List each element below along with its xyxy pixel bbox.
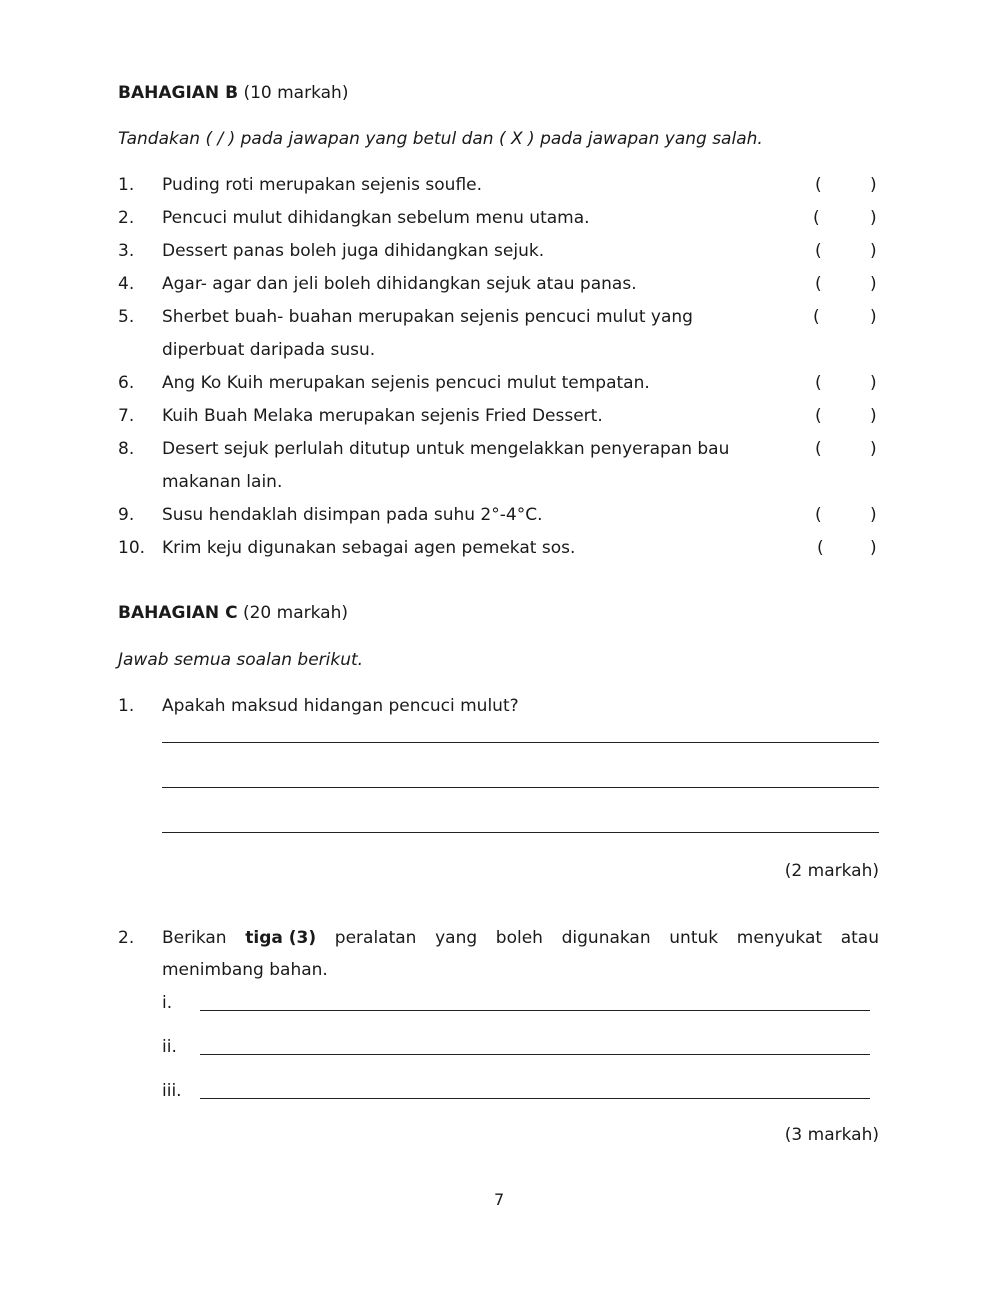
item-statement: Puding roti merupakan sejenis soufle. <box>162 175 483 195</box>
section-c-title: BAHAGIAN C <box>118 603 238 623</box>
q2-word: menyukat <box>736 928 823 948</box>
answer-bracket-close[interactable]: ) <box>870 274 877 294</box>
q1-text: Apakah maksud hidangan pencuci mulut? <box>162 696 519 716</box>
q2-answer-line-iii[interactable] <box>200 1098 870 1099</box>
item-number: 1. <box>118 175 135 195</box>
item-number: 9. <box>118 505 135 525</box>
answer-bracket-close[interactable]: ) <box>870 373 877 393</box>
section-b-instruction: Tandakan ( / ) pada jawapan yang betul dan ( X ) pada jawapan yang salah. <box>118 129 763 149</box>
item-statement-continued: makanan lain. <box>162 472 283 492</box>
q2-word: digunakan <box>561 928 651 948</box>
item-number: 10. <box>118 538 146 558</box>
q2-answer-line-i[interactable] <box>200 1010 870 1011</box>
q1-answer-line-2[interactable] <box>162 787 879 788</box>
section-b-heading <box>118 83 348 103</box>
answer-bracket-open[interactable]: ( <box>815 406 822 426</box>
answer-bracket-close[interactable]: ) <box>870 175 877 195</box>
q2-text-continued: menimbang bahan. <box>162 960 328 980</box>
answer-bracket-open[interactable]: ( <box>815 175 822 195</box>
item-statement: Kuih Buah Melaka merupakan sejenis Fried Dessert. <box>162 406 603 426</box>
answer-bracket-close[interactable]: ) <box>870 439 877 459</box>
item-statement: Pencuci mulut dihidangkan sebelum menu utama. <box>162 208 590 228</box>
item-number: 7. <box>118 406 135 426</box>
item-number: 5. <box>118 307 135 327</box>
answer-bracket-open[interactable]: ( <box>815 373 822 393</box>
item-number: 8. <box>118 439 135 459</box>
answer-bracket-open[interactable]: ( <box>815 505 822 525</box>
q1-marks: (2 markah) <box>784 861 879 881</box>
item-statement: Desert sejuk perlulah ditutup untuk mengelakkan penyerapan bau <box>162 439 730 459</box>
q2-sub-label-ii: ii. <box>162 1037 177 1057</box>
answer-bracket-close[interactable]: ) <box>870 406 877 426</box>
section-c-instruction: Jawab semua soalan berikut. <box>118 650 364 670</box>
answer-bracket-open[interactable]: ( <box>815 274 822 294</box>
section-c-marks: (20 markah) <box>242 603 348 623</box>
q1-answer-line-3[interactable] <box>162 832 879 833</box>
item-statement: Susu hendaklah disimpan pada suhu 2°-4°C. <box>162 505 543 525</box>
answer-bracket-open[interactable]: ( <box>815 241 822 261</box>
answer-bracket-close[interactable]: ) <box>870 208 877 228</box>
answer-bracket-open[interactable]: ( <box>817 538 824 558</box>
item-statement-continued: diperbuat daripada susu. <box>162 340 376 360</box>
q2-word-bold: tiga (3) <box>245 928 317 948</box>
section-b-marks: (10 markah) <box>243 83 349 103</box>
section-c-heading <box>118 603 348 623</box>
answer-bracket-close[interactable]: ) <box>870 538 877 558</box>
item-statement: Ang Ko Kuih merupakan sejenis pencuci mulut tempatan. <box>162 373 650 393</box>
answer-bracket-open[interactable]: ( <box>815 439 822 459</box>
item-number: 6. <box>118 373 135 393</box>
answer-bracket-open[interactable]: ( <box>813 208 820 228</box>
q1-number: 1. <box>118 696 135 716</box>
item-statement: Sherbet buah- buahan merupakan sejenis pencuci mulut yang <box>162 307 693 327</box>
q2-word: yang <box>435 928 478 948</box>
page-number: 7 <box>494 1190 505 1209</box>
q2-sub-label-i: i. <box>162 993 173 1013</box>
q2-marks: (3 markah) <box>784 1125 879 1145</box>
q2-word: Berikan <box>162 928 227 948</box>
item-number: 2. <box>118 208 135 228</box>
q2-word: untuk <box>669 928 719 948</box>
q2-word: peralatan <box>334 928 417 948</box>
q2-word: atau <box>840 928 879 948</box>
q2-text <box>162 928 879 948</box>
item-statement: Agar- agar dan jeli boleh dihidangkan sejuk atau panas. <box>162 274 637 294</box>
item-statement: Krim keju digunakan sebagai agen pemekat sos. <box>162 538 576 558</box>
q2-answer-line-ii[interactable] <box>200 1054 870 1055</box>
q2-sub-label-iii: iii. <box>162 1081 182 1101</box>
item-number: 3. <box>118 241 135 261</box>
item-statement: Dessert panas boleh juga dihidangkan sejuk. <box>162 241 545 261</box>
answer-bracket-close[interactable]: ) <box>870 307 877 327</box>
answer-bracket-close[interactable]: ) <box>870 241 877 261</box>
q1-answer-line-1[interactable] <box>162 742 879 743</box>
q2-word: boleh <box>495 928 543 948</box>
q2-number: 2. <box>118 928 135 948</box>
answer-bracket-open[interactable]: ( <box>813 307 820 327</box>
answer-bracket-close[interactable]: ) <box>870 505 877 525</box>
section-b-title: BAHAGIAN B <box>118 83 239 103</box>
item-number: 4. <box>118 274 135 294</box>
